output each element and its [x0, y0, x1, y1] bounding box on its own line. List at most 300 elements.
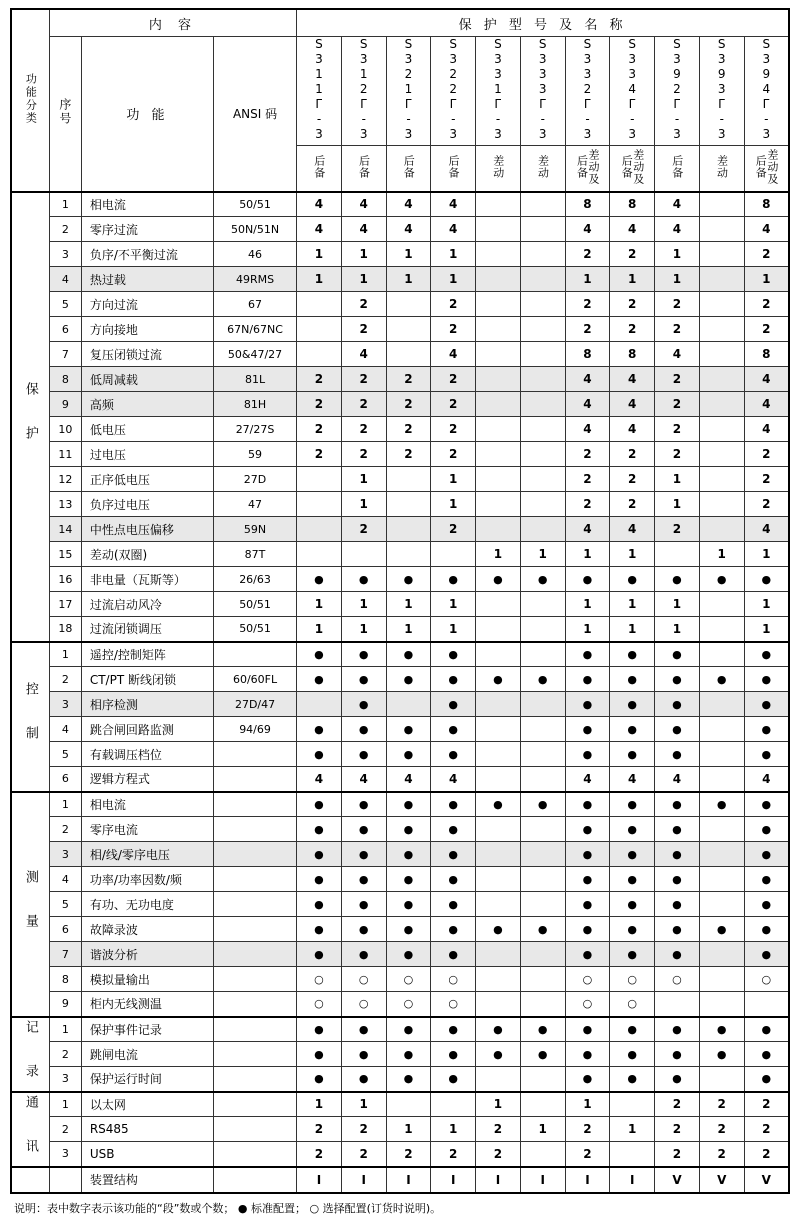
cell-m0: ● [297, 917, 342, 942]
structure-ansi [213, 1167, 296, 1193]
model-type-6: 差动及后备 [565, 146, 610, 192]
cell-m1: ● [341, 667, 386, 692]
cell-m7: ● [610, 642, 655, 667]
row-ansi [213, 1042, 296, 1067]
cell-m7: ● [610, 567, 655, 592]
row-function: CT/PT 断线闭锁 [81, 667, 213, 692]
cell-m7: 2 [610, 492, 655, 517]
cell-m4 [476, 417, 521, 442]
cell-m9 [699, 392, 744, 417]
cell-m7: ● [610, 717, 655, 742]
cell-m3: ● [431, 867, 476, 892]
cell-m10: ● [744, 792, 789, 817]
cell-m8: ● [655, 792, 700, 817]
cell-m0: 1 [297, 267, 342, 292]
cell-m0: 2 [297, 392, 342, 417]
cell-m10: 8 [744, 192, 789, 217]
cell-m9 [699, 842, 744, 867]
cell-m1: 2 [341, 1142, 386, 1167]
model-name-1: S312Г-3 [341, 37, 386, 146]
row-no: 9 [49, 992, 81, 1017]
cell-m6: 1 [565, 542, 610, 567]
cell-m4 [476, 817, 521, 842]
cell-m9: 1 [699, 542, 744, 567]
model-type-4: 差动 [476, 146, 521, 192]
row-function: 差动(双圈) [81, 542, 213, 567]
model-name-0: S311Г-3 [297, 37, 342, 146]
row-function: 中性点电压偏移 [81, 517, 213, 542]
cell-m5 [520, 467, 565, 492]
model-name-4: S331Г-3 [476, 37, 521, 146]
cell-m10: 2 [744, 242, 789, 267]
cell-m2 [386, 542, 431, 567]
cell-m0: ● [297, 842, 342, 867]
cell-m5 [520, 317, 565, 342]
cell-m0: ● [297, 717, 342, 742]
cell-m0: ● [297, 792, 342, 817]
cell-m0: ● [297, 642, 342, 667]
table-row [11, 317, 789, 342]
cell-m5 [520, 992, 565, 1017]
cell-m3: ● [431, 642, 476, 667]
structure-cell-m2: I [386, 1167, 431, 1193]
cell-m10: ○ [744, 967, 789, 992]
cell-m5 [520, 742, 565, 767]
cell-m10: ● [744, 867, 789, 892]
category-cell: 记 录 [11, 1017, 49, 1092]
row-ansi: 50&47/27 [213, 342, 296, 367]
row-no: 3 [49, 842, 81, 867]
cell-m6: ● [565, 717, 610, 742]
cell-m3: ● [431, 1017, 476, 1042]
row-function: 热过载 [81, 267, 213, 292]
model-name-10: S394Г-3 [744, 37, 789, 146]
table-row [11, 717, 789, 742]
cell-m3: 1 [431, 592, 476, 617]
row-no: 7 [49, 942, 81, 967]
table-row [11, 967, 789, 992]
table-row [11, 917, 789, 942]
cell-m6: 1 [565, 1092, 610, 1117]
cell-m6: ● [565, 792, 610, 817]
cell-m5 [520, 342, 565, 367]
row-ansi [213, 1142, 296, 1167]
cell-m6: ● [565, 892, 610, 917]
cell-m3: 4 [431, 767, 476, 792]
cell-m1: 2 [341, 517, 386, 542]
row-no: 14 [49, 517, 81, 542]
cell-m9 [699, 217, 744, 242]
model-name-3: S322Г-3 [431, 37, 476, 146]
row-function: 过流闭锁调压 [81, 617, 213, 642]
cell-m7: 8 [610, 342, 655, 367]
cell-m2 [386, 692, 431, 717]
table-row [11, 342, 789, 367]
cell-m10: ● [744, 1042, 789, 1067]
cell-m2 [386, 292, 431, 317]
cell-m10: ● [744, 817, 789, 842]
cell-m3: 4 [431, 342, 476, 367]
cell-m4 [476, 992, 521, 1017]
cell-m5: ● [520, 1042, 565, 1067]
row-ansi [213, 1017, 296, 1042]
cell-m8: ● [655, 642, 700, 667]
row-no: 3 [49, 1067, 81, 1092]
cell-m4 [476, 892, 521, 917]
cell-m8: 2 [655, 317, 700, 342]
row-function: 有载调压档位 [81, 742, 213, 767]
cell-m5 [520, 817, 565, 842]
cell-m1: 1 [341, 242, 386, 267]
cell-m1: ● [341, 817, 386, 842]
table-row [11, 1092, 789, 1117]
cell-m1: ○ [341, 992, 386, 1017]
cell-m10: ● [744, 1067, 789, 1092]
cell-m3: 1 [431, 242, 476, 267]
structure-cell-m1: I [341, 1167, 386, 1193]
cell-m3: 1 [431, 617, 476, 642]
cell-m4 [476, 442, 521, 467]
cell-m2: ● [386, 1017, 431, 1042]
row-no: 1 [49, 192, 81, 217]
row-ansi: 27D/47 [213, 692, 296, 717]
cell-m8: 4 [655, 217, 700, 242]
row-no: 10 [49, 417, 81, 442]
cell-m7: ● [610, 892, 655, 917]
cell-m7: ● [610, 667, 655, 692]
cell-m5 [520, 517, 565, 542]
row-no: 1 [49, 642, 81, 667]
row-no: 8 [49, 367, 81, 392]
cell-m9: ● [699, 1017, 744, 1042]
cell-m5 [520, 967, 565, 992]
cell-m1: 2 [341, 442, 386, 467]
cell-m5: ● [520, 917, 565, 942]
row-no: 12 [49, 467, 81, 492]
cell-m4 [476, 342, 521, 367]
cell-m10: ● [744, 717, 789, 742]
cell-m5 [520, 867, 565, 892]
cell-m7: ● [610, 842, 655, 867]
cell-m0: ● [297, 1042, 342, 1067]
row-ansi: 50/51 [213, 617, 296, 642]
row-function: 相电流 [81, 792, 213, 817]
cell-m2: ● [386, 817, 431, 842]
cell-m2: ● [386, 717, 431, 742]
table-row [11, 692, 789, 717]
header-category: 功能分类 [11, 9, 49, 192]
cell-m6: ● [565, 692, 610, 717]
cell-m9 [699, 192, 744, 217]
row-function: 方向接地 [81, 317, 213, 342]
cell-m4 [476, 317, 521, 342]
cell-m10: 1 [744, 267, 789, 292]
cell-m1: 2 [341, 392, 386, 417]
cell-m5 [520, 892, 565, 917]
cell-m2: 1 [386, 1117, 431, 1142]
cell-m1: 1 [341, 592, 386, 617]
cell-m1: 1 [341, 267, 386, 292]
model-name-9: S393Г-3 [699, 37, 744, 146]
cell-m9 [699, 342, 744, 367]
row-function: 相电流 [81, 192, 213, 217]
cell-m10: 1 [744, 592, 789, 617]
cell-m8: 2 [655, 392, 700, 417]
table-row [11, 267, 789, 292]
row-no: 6 [49, 317, 81, 342]
cell-m1: ● [341, 742, 386, 767]
cell-m10: ● [744, 692, 789, 717]
row-function: 谐波分析 [81, 942, 213, 967]
cell-m10: ● [744, 1017, 789, 1042]
cell-m7: 2 [610, 292, 655, 317]
header-ansi: ANSI 码 [213, 37, 296, 192]
cell-m5 [520, 442, 565, 467]
cell-m6: 8 [565, 192, 610, 217]
row-no: 7 [49, 342, 81, 367]
row-ansi [213, 742, 296, 767]
cell-m6: 2 [565, 292, 610, 317]
cell-m1: 2 [341, 417, 386, 442]
cell-m3: ● [431, 667, 476, 692]
cell-m5 [520, 592, 565, 617]
structure-cell-m9: V [699, 1167, 744, 1193]
row-ansi: 94/69 [213, 717, 296, 742]
cell-m6: 4 [565, 517, 610, 542]
table-row [11, 742, 789, 767]
cell-m1: ● [341, 642, 386, 667]
cell-m6: 4 [565, 367, 610, 392]
cell-m8: 1 [655, 617, 700, 642]
row-function: 过流启动风冷 [81, 592, 213, 617]
cell-m9 [699, 817, 744, 842]
row-ansi: 67 [213, 292, 296, 317]
cell-m0: ● [297, 892, 342, 917]
row-ansi: 49RMS [213, 267, 296, 292]
structure-cell-m5: I [520, 1167, 565, 1193]
table-row [11, 842, 789, 867]
cell-m5 [520, 1092, 565, 1117]
cell-m10: ● [744, 942, 789, 967]
cell-m0: ● [297, 867, 342, 892]
cell-m7: ● [610, 917, 655, 942]
row-no: 9 [49, 392, 81, 417]
structure-no [49, 1167, 81, 1193]
cell-m1: ● [341, 892, 386, 917]
row-no: 2 [49, 817, 81, 842]
cell-m1: 1 [341, 1092, 386, 1117]
cell-m1: 2 [341, 367, 386, 392]
cell-m2: 1 [386, 592, 431, 617]
cell-m2: 2 [386, 1142, 431, 1167]
cell-m10: ● [744, 892, 789, 917]
cell-m8: 2 [655, 1092, 700, 1117]
row-function: 方向过流 [81, 292, 213, 317]
cell-m8: 1 [655, 592, 700, 617]
cell-m0: 4 [297, 192, 342, 217]
cell-m1: ● [341, 867, 386, 892]
cell-m5: ● [520, 1017, 565, 1042]
cell-m3: 2 [431, 417, 476, 442]
cell-m4 [476, 942, 521, 967]
structure-cell-m10: V [744, 1167, 789, 1193]
structure-cell-m6: I [565, 1167, 610, 1193]
row-no: 1 [49, 1092, 81, 1117]
cell-m9: 2 [699, 1142, 744, 1167]
structure-cell-m7: I [610, 1167, 655, 1193]
cell-m5: ● [520, 567, 565, 592]
table-row [11, 417, 789, 442]
cell-m7: 8 [610, 192, 655, 217]
row-ansi: 59 [213, 442, 296, 467]
cell-m3: ● [431, 1067, 476, 1092]
cell-m10: 4 [744, 417, 789, 442]
cell-m9 [699, 492, 744, 517]
cell-m2: ● [386, 567, 431, 592]
cell-m6: ● [565, 942, 610, 967]
cell-m2: ● [386, 917, 431, 942]
cell-m9 [699, 717, 744, 742]
table-row [11, 1017, 789, 1042]
cell-m5 [520, 717, 565, 742]
row-ansi [213, 942, 296, 967]
cell-m4 [476, 717, 521, 742]
row-no: 2 [49, 667, 81, 692]
cell-m5: ● [520, 792, 565, 817]
cell-m8: ● [655, 892, 700, 917]
cell-m9 [699, 1067, 744, 1092]
cell-m0: ○ [297, 992, 342, 1017]
row-ansi [213, 967, 296, 992]
cell-m6: 2 [565, 442, 610, 467]
row-function: 低电压 [81, 417, 213, 442]
cell-m1: ● [341, 692, 386, 717]
cell-m7: 2 [610, 242, 655, 267]
cell-m2: 2 [386, 392, 431, 417]
category-cell: 测 量 [11, 792, 49, 1017]
cell-m9 [699, 292, 744, 317]
cell-m2: ● [386, 792, 431, 817]
row-no: 3 [49, 1142, 81, 1167]
cell-m2: ● [386, 742, 431, 767]
cell-m8: ● [655, 917, 700, 942]
cell-m10: 2 [744, 1142, 789, 1167]
cell-m4 [476, 192, 521, 217]
cell-m0 [297, 542, 342, 567]
cell-m8: ● [655, 717, 700, 742]
header-no: 序号 [49, 37, 81, 192]
cell-m8: ● [655, 1017, 700, 1042]
row-ansi [213, 867, 296, 892]
cell-m9 [699, 967, 744, 992]
row-ansi: 50N/51N [213, 217, 296, 242]
cell-m3: ● [431, 892, 476, 917]
cell-m6: 1 [565, 267, 610, 292]
cell-m2: ● [386, 642, 431, 667]
cell-m4 [476, 642, 521, 667]
cell-m4 [476, 292, 521, 317]
cell-m4 [476, 842, 521, 867]
table-row [11, 867, 789, 892]
row-ansi: 47 [213, 492, 296, 517]
cell-m0: 4 [297, 217, 342, 242]
cell-m7: 4 [610, 767, 655, 792]
product-function-table [10, 8, 790, 1194]
cell-m5 [520, 242, 565, 267]
cell-m10: 4 [744, 517, 789, 542]
row-function: 零序电流 [81, 817, 213, 842]
row-ansi: 27/27S [213, 417, 296, 442]
table-row [11, 517, 789, 542]
cell-m5 [520, 617, 565, 642]
cell-m0: 1 [297, 592, 342, 617]
cell-m0: ○ [297, 967, 342, 992]
cell-m5 [520, 942, 565, 967]
cell-m3: ● [431, 917, 476, 942]
table-note: 说明：表中数字表示该功能的“段”数或个数； ● 标准配置； ○ 选择配置(订货时说明)。 [14, 1201, 442, 1215]
cell-m7 [610, 1142, 655, 1167]
category-cell: 通 讯 [11, 1092, 49, 1167]
cell-m8: ● [655, 817, 700, 842]
cell-m3 [431, 1092, 476, 1117]
row-ansi [213, 917, 296, 942]
cell-m8: 2 [655, 1142, 700, 1167]
row-function: 零序过流 [81, 217, 213, 242]
cell-m10: 8 [744, 342, 789, 367]
cell-m6: ● [565, 567, 610, 592]
cell-m10: 2 [744, 292, 789, 317]
cell-m3: 2 [431, 367, 476, 392]
cell-m9 [699, 942, 744, 967]
cell-m6: ● [565, 1042, 610, 1067]
cell-m7: 1 [610, 267, 655, 292]
cell-m9 [699, 317, 744, 342]
cell-m7: 1 [610, 1117, 655, 1142]
cell-m7: ● [610, 792, 655, 817]
cell-m7: ● [610, 742, 655, 767]
cell-m2: 4 [386, 767, 431, 792]
cell-m7: ● [610, 1067, 655, 1092]
cell-m10: 2 [744, 442, 789, 467]
row-no: 3 [49, 242, 81, 267]
row-ansi: 46 [213, 242, 296, 267]
cell-m6: 2 [565, 317, 610, 342]
cell-m7: 2 [610, 467, 655, 492]
row-function: 跳合闸回路监测 [81, 717, 213, 742]
row-function: 跳闸电流 [81, 1042, 213, 1067]
cell-m2: 1 [386, 242, 431, 267]
cell-m6: ● [565, 1017, 610, 1042]
cell-m2: 2 [386, 367, 431, 392]
cell-m2 [386, 467, 431, 492]
cell-m8: ● [655, 742, 700, 767]
cell-m0 [297, 492, 342, 517]
row-no: 5 [49, 742, 81, 767]
cell-m9 [699, 242, 744, 267]
cell-m5 [520, 392, 565, 417]
row-no: 13 [49, 492, 81, 517]
cell-m5 [520, 192, 565, 217]
cell-m1: 2 [341, 1117, 386, 1142]
cell-m8: 1 [655, 492, 700, 517]
cell-m10: 2 [744, 317, 789, 342]
cell-m8: ● [655, 867, 700, 892]
cell-m5 [520, 642, 565, 667]
row-function: 有功、无功电度 [81, 892, 213, 917]
header-content: 内 容 [49, 9, 296, 37]
row-no: 6 [49, 767, 81, 792]
cell-m1: 4 [341, 767, 386, 792]
